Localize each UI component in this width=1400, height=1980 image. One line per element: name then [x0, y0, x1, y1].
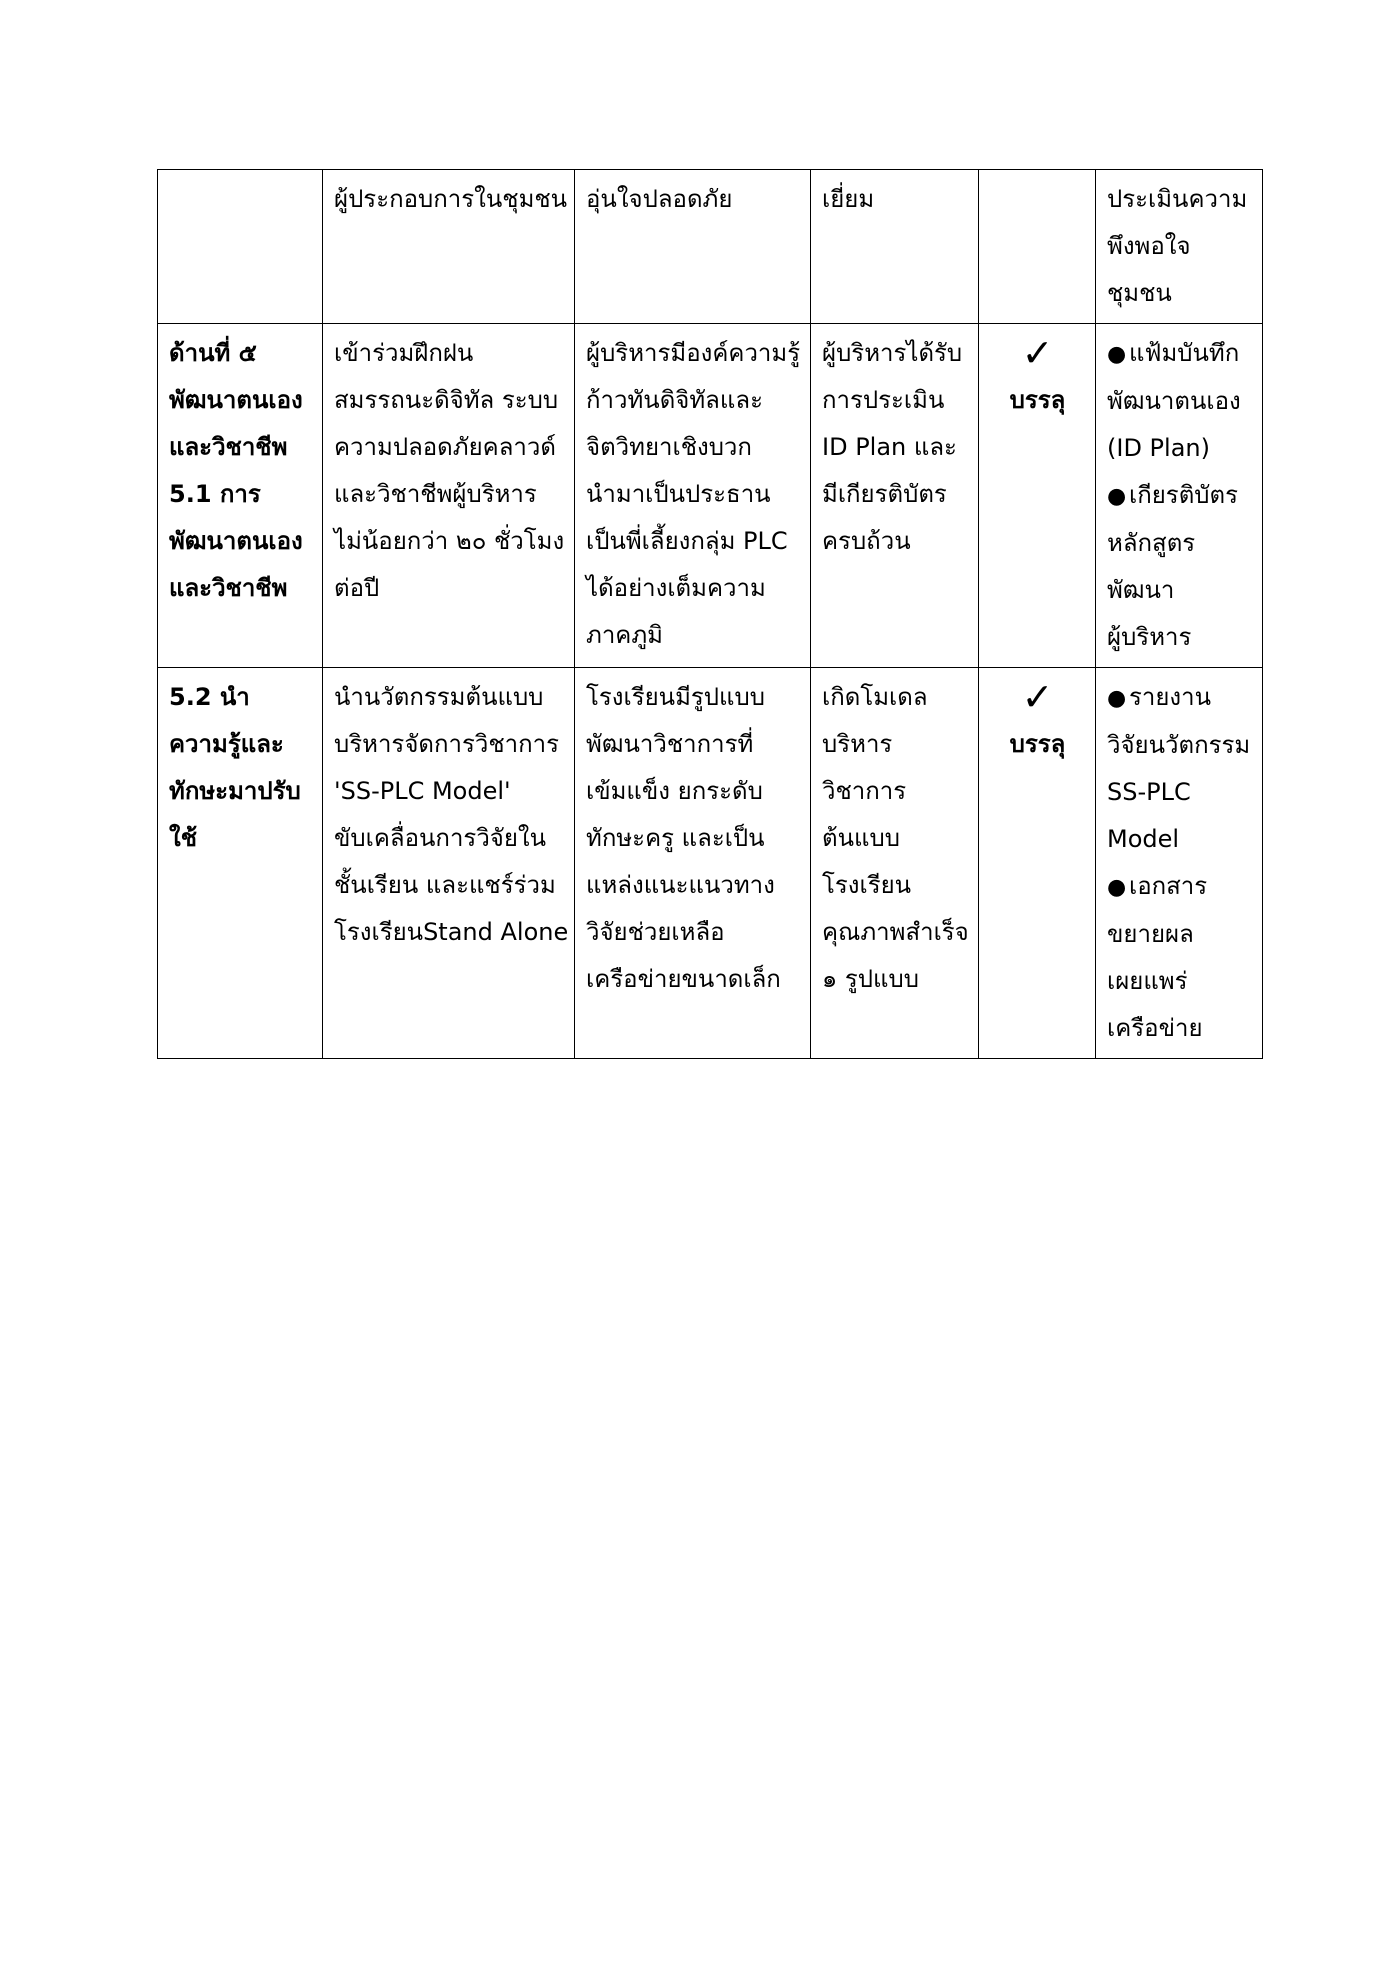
cell-line: ไม่น้อยกว่า ๒๐ ชั่วโมง — [334, 527, 565, 555]
bullet-icon: ● — [1107, 342, 1127, 367]
cell-line: พัฒนาตนเอง — [1107, 387, 1241, 415]
cell-line: อุ่นใจปลอดภัย — [586, 185, 733, 213]
cell-line: จิตวิทยาเชิงบวก — [586, 433, 752, 461]
cell-line: โรงเรียน — [822, 871, 912, 899]
cell-line: แหล่งแนะแนวทาง — [586, 871, 775, 899]
cell-line: และวิชาชีพผู้บริหาร — [334, 480, 537, 508]
cell-line: ผู้บริหารมีองค์ความรู้ — [586, 339, 801, 367]
cell-line: เครือข่าย — [1107, 1014, 1203, 1042]
cell-line: ID Plan และ — [822, 433, 957, 461]
cell-line — [1107, 472, 1252, 520]
status-cell — [979, 170, 1096, 324]
evidence-cell — [1096, 668, 1263, 1059]
aspect-cell — [158, 668, 323, 1059]
cell-line: เครือข่ายขนาดเล็ก — [586, 965, 781, 993]
cell-line: ทักษะมาปรับ — [169, 777, 301, 805]
cell-line: ต่อปี — [334, 574, 380, 602]
cell-line: ประเมินความ — [1107, 185, 1248, 213]
cell-line: 5.1 การ — [169, 480, 261, 508]
cell-line: ได้อย่างเต็มความ — [586, 574, 766, 602]
table-row — [158, 668, 1263, 1059]
evidence-cell — [1096, 324, 1263, 668]
cell-line: สมรรถนะดิจิทัล ระบบ — [334, 386, 559, 414]
cell-line: ชั้นเรียน และแชร์ร่วม — [334, 871, 556, 899]
outcome-cell — [575, 170, 811, 324]
table-row — [158, 324, 1263, 668]
aspect-cell — [158, 324, 323, 668]
cell-line: ขับเคลื่อนการวิจัยใน — [334, 824, 547, 852]
bullet-text: เอกสาร — [1129, 872, 1208, 900]
bullet-icon: ● — [1107, 686, 1127, 711]
bullet-icon: ● — [1107, 484, 1127, 509]
cell-line: บริหาร — [822, 730, 893, 758]
cell-line: พึงพอใจ — [1107, 232, 1191, 260]
table-row — [158, 170, 1263, 324]
evidence-bullet-item — [1107, 330, 1252, 472]
cell-line: โรงเรียนStand Alone — [334, 918, 569, 946]
result-cell — [811, 324, 979, 668]
cell-line: นำมาเป็นประธาน — [586, 480, 771, 508]
status-cell — [979, 668, 1096, 1059]
cell-line: ๑ รูปแบบ — [822, 965, 919, 993]
cell-line: ทักษะครู และเป็น — [586, 824, 765, 852]
cell-line: 'SS-PLC Model' — [334, 777, 511, 805]
cell-line: SS-PLC — [1107, 778, 1191, 806]
cell-line: โรงเรียนมีรูปแบบ — [586, 683, 765, 711]
evidence-bullet-item — [1107, 674, 1252, 863]
indicator-table — [157, 169, 1263, 1059]
activity-cell — [323, 668, 575, 1059]
cell-line: พัฒนาวิชาการที่ — [586, 730, 754, 758]
cell-line — [1107, 330, 1252, 378]
cell-line: การประเมิน — [822, 386, 945, 414]
activity-cell — [323, 170, 575, 324]
cell-line — [1107, 863, 1252, 911]
cell-line: วิจัยช่วยเหลือ — [586, 918, 725, 946]
cell-line — [1107, 674, 1252, 722]
cell-line: ความปลอดภัยคลาวด์ — [334, 433, 556, 461]
cell-line: เข้มแข็ง ยกระดับ — [586, 777, 763, 805]
aspect-cell — [158, 170, 323, 324]
cell-line: คุณภาพสำเร็จ — [822, 918, 969, 946]
cell-line: ชุมชน — [1107, 279, 1172, 307]
cell-line: ใช้ — [169, 824, 198, 852]
evidence-bullet-item — [1107, 472, 1252, 661]
bullet-icon: ● — [1107, 875, 1127, 900]
cell-line: พัฒนาตนเอง — [169, 386, 303, 414]
cell-line: เผยแพร่ — [1107, 967, 1188, 995]
cell-line: หลักสูตร — [1107, 529, 1196, 557]
evidence-cell — [1096, 170, 1263, 324]
cell-line: และวิชาชีพ — [169, 433, 288, 461]
cell-line: และวิชาชีพ — [169, 574, 288, 602]
checkmark-icon: ✓ — [1021, 331, 1054, 375]
cell-line: วิจัยนวัตกรรม — [1107, 731, 1251, 759]
result-cell — [811, 668, 979, 1059]
cell-line: ความรู้และ — [169, 730, 284, 758]
checkmark-icon: ✓ — [1021, 675, 1054, 719]
evidence-bullet-item — [1107, 863, 1252, 1052]
cell-line: ผู้ประกอบการในชุมชน — [334, 185, 568, 213]
cell-line: ภาคภูมิ — [586, 621, 663, 649]
cell-line: ก้าวทันดิจิทัลและ — [586, 386, 763, 414]
cell-line: วิชาการ — [822, 777, 907, 805]
cell-line: ขยายผล — [1107, 920, 1194, 948]
activity-cell — [323, 324, 575, 668]
cell-line: ด้านที่ ๕ — [169, 339, 257, 367]
status-cell — [979, 324, 1096, 668]
cell-line: พัฒนา — [1107, 576, 1175, 604]
cell-line: เป็นพี่เลี้ยงกลุ่ม PLC — [586, 527, 788, 555]
bullet-text: แฟ้มบันทึก — [1129, 339, 1240, 367]
cell-line: นำนวัตกรรมต้นแบบ — [334, 683, 544, 711]
result-cell — [811, 170, 979, 324]
cell-line: เยี่ยม — [822, 185, 875, 213]
cell-line: บริหารจัดการวิชาการ — [334, 730, 559, 758]
cell-line: ผู้บริหาร — [1107, 623, 1192, 651]
status-label: บรรลุ — [1009, 730, 1066, 758]
cell-line: ผู้บริหารได้รับ — [822, 339, 963, 367]
cell-line: Model — [1107, 825, 1180, 853]
cell-line: 5.2 นำ — [169, 683, 250, 711]
cell-line: พัฒนาตนเอง — [169, 527, 303, 555]
cell-line: เกิดโมเดล — [822, 683, 928, 711]
cell-line: เข้าร่วมฝึกฝน — [334, 339, 474, 367]
outcome-cell — [575, 668, 811, 1059]
cell-line: ครบถ้วน — [822, 527, 911, 555]
bullet-text: เกียรติบัตร — [1129, 481, 1238, 509]
cell-line: ต้นแบบ — [822, 824, 900, 852]
status-label: บรรลุ — [1009, 386, 1066, 414]
outcome-cell — [575, 324, 811, 668]
cell-line: มีเกียรติบัตร — [822, 480, 947, 508]
cell-line: (ID Plan) — [1107, 434, 1210, 462]
bullet-text: รายงาน — [1129, 683, 1212, 711]
